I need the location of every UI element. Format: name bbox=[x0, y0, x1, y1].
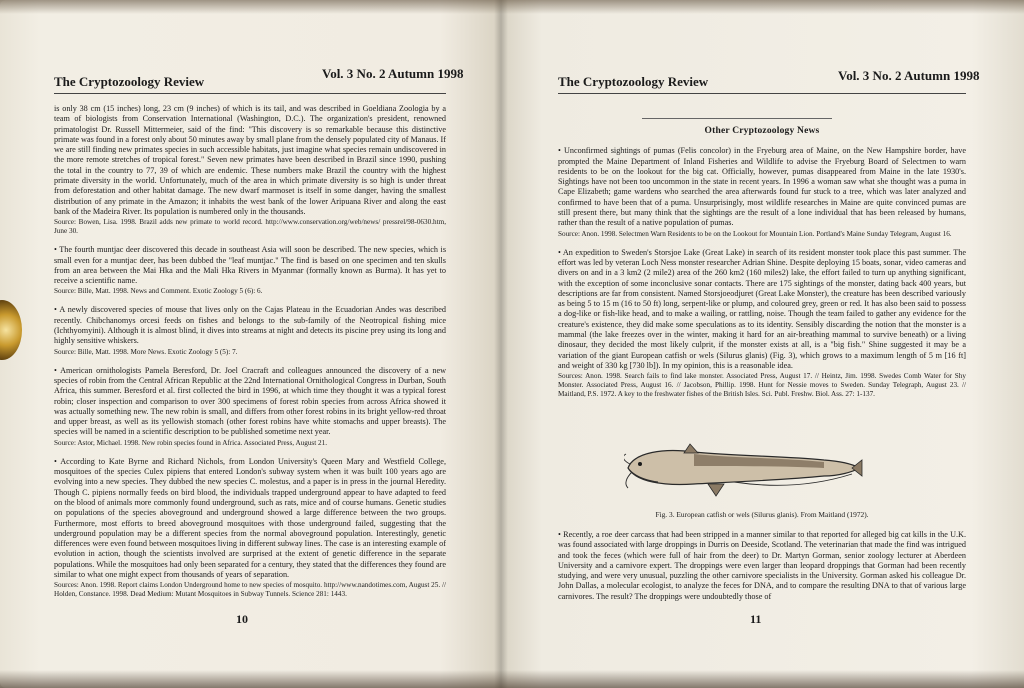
right-page bbox=[500, 0, 1024, 688]
left-paragraph-4: • American ornithologists Pamela Beresford, Dr. Joel Cracraft and colleagues announced the discovery of a new species of robin from the Central African Republic at the 22nd International Ornithological Congress in Durban, South Africa, this summer. Beresford et al. first collected the bird in 1996, at which time they thought it was a typical forest robin; closer inspection and comparison to over 300 specimens of forest robin species from across Africa showed it was actually something new. The new robin is small, and differs from other forest robins in its bright yellow-red throat and upper breast, as well as its yellowish stomach (other forest robins have white stomachs and upper breasts). The species will be named in a scientific description to be published sometime next year. Source: Astor, Michael. 1998. New robin species found in Africa. Associated Press, August 21. bbox=[54, 365, 446, 447]
left-paragraph-2: • The fourth muntjac deer discovered this decade in southeast Asia will soon be described. The new species, which is small even for a muntjac deer, has been dubbed the "leaf muntjac." The find is based on one specimen and ten skulls from an area between the Mai Hka and the Mali Hka Rivers in Myanmar (formally known as Burma). It has yet to receive a scientific name. Source: Bille, Matt. 1998. News and Comment. Exotic Zoology 5 (6): 6. bbox=[54, 245, 446, 296]
left-content bbox=[54, 104, 446, 608]
spine-gutter bbox=[494, 0, 508, 688]
left-issue: Vol. 3 No. 2 Autumn 1998 bbox=[322, 66, 464, 81]
right-paragraph-3: • Recently, a roe deer carcass that had been stripped in a manner similar to that reported for alleged big cat kills in the U.K. was found associated with large droppings in Durris on Deeside, Scotland. The veterinarian that made the find was intrigued and took the feces (which were full of hair from the deer) to Dr. Martyn Gorman, senior zoology lecturer at Aberdeen University and a carnivore expert. The droppings were even larger than leopard droppings that Gorman had been recently studying, and were very unusual, puzzling the other carnivore specialists in the University. Gorman asked his colleague Dr. John Dallas, a molecular ecologist, to analyze the feces for DNA, and to compare the resulting DNA to that of various large carnivores. The result? The droppings were undoubtedly those of bbox=[558, 530, 966, 601]
bottom-edge-shadow bbox=[0, 670, 1024, 688]
left-page-number: 10 bbox=[236, 612, 248, 626]
right-paragraph-2: • An expedition to Sweden's Storsjoe Lake (Great Lake) in search of its resident monster took place this past summer. The effort was led by veteran Loch Ness monster researcher Adrian Shine. Despite deploying 15 boats, sonar, video cameras and divers on and in a 3 km2 (2 mile2) area of the 260 km2 (160 miles2) lake, the effort failed to turn up anything significant, with the exception of some inconclusive sonar contacts. There are 175 sightings of the monster, dating back 400 years, but descriptions are far from consistent. Named Storsjoeodjuret (Great Lake Monster), the creature has been described variously as being 5 to 15 m (16 to 50 ft) long, serpent-like or plump, and coloured grey, green or red. It has also been said to possess a dog-like or fish-like head, and to make a wailing, or rattling, noise. Though the team failed to gather any evidence for the creature's existence, they did make some speculations as to its identity. Sensibly discarding the notion that the monster is a mammal (the lake freezes over in the winter, making it hard for an air-breathing mammal to survive beneath) or a living dinosaur, they decided the most likely culprit, if the monster exists at all, is a "big fish." Shine suggested it may be a variation of the giant European catfish or wels (Silurus glanis) (Fig. 3), which grows to a maximum length of 5 m [16 ft] and weight of 330 kg [730 lb]). In my opinion, this is a reasonable idea. Sources: Anon. 1998. Search fails to find lake monster. Associated Press, August 17. // Heintz, Jim. 1998. Swedes Comb Water for Shy Monster. Associated Press, August 16. // Jacobson, Phillip. 1998. Hunt for Nessie moves to Sweden. Sunday Telegraph, August 23. // Maitland, P.S. 1972. A key to the freshwater fishes of the British Isles. Sci. Publ. Freshw. Biol. Ass. 27: 1-137. bbox=[558, 247, 966, 399]
left-header-rule bbox=[54, 93, 446, 94]
section-title: Other Cryptozoology News bbox=[704, 126, 820, 136]
right-content-top bbox=[558, 126, 966, 408]
right-journal-title: The Cryptozoology Review bbox=[558, 74, 709, 89]
top-edge-shadow bbox=[0, 0, 1024, 14]
right-header-rule bbox=[558, 93, 966, 94]
figure-caption: Fig. 3. European catfish or wels (Silurus glanis). From Maitland (1972). bbox=[655, 510, 869, 519]
left-paragraph-1: is only 38 cm (15 inches) long, 23 cm (9 inches) of which is its tail, and was described in Goeldiana Zoologia by a team of biologists from Conservation International (Washington, D.C.). The organization's president, renowned primatologist Dr. Russell Mittermeier, said of the find: "This discovery is so remarkable because this distinctive primate was found in a forest only about 50 minutes away by small plane from the densely populated city of Manaus. If we are still finding new primates species in such accessible habitats, just imagine what species remain undiscovered in the more remote stretches of tropical forest." Seven new primates have been described in Brazil since 1990, pushing the total in the country to 77, 39 of which are endemic. These numbers make Brazil the country with the highest primate diversity in the world. Unfortunately, much of the area in which primate diversity is so high is under threat from deforestation and other habitat damage. The new dwarf marmoset is itself in some danger, having the smallest distribution of any primate in the Amazon; it inhabits the west bank of the lower Aripuana River and along the east bank of the Madeira River. Its population is numbered only in the thousands. Source: Bowen, Lisa. 1998. Brazil adds new primate to world record. http://www.conservation.org/web/news/ pressrel/98-0630.htm, June 30. bbox=[54, 104, 446, 236]
left-paragraph-5: • According to Kate Byrne and Richard Nichols, from London University's Queen Mary and Westfield College, mosquitoes of the species Culex pipiens that entered London's subway system when it was built 100 years ago are evolving into a new species. They dubbed the new species C. molestus, and a paper is in press in the journal Heredity. Though C. pipiens normally feeds on bird blood, the individuals trapped underground appear to have adapted to feed on the blood of animals more commonly found underground, such as rats, mice and of course humans. Genetic studies on populations of the species aboveground and underground showed a large difference between the two groups. Furthermore, most efforts to breed aboveground mosquitoes with those underground failed, suggesting that the underground population may be a different species from the normal aboveground population. Interestingly, genetic differences were even found between mosquitoes living in different subway lines. The case is an interesting example of evolution in action, though the scientists involved are surprised at the extent of genetic difference in the separate populations. While the mosquitoes had only been separated for a century, they stated that the differences they found are similar to what one might expect from thousands of years of separation. Sources: Anon. 1998. Report claims London Underground home to new species of mosquito. http://www.nandotimes.com, August 25. // Holden, Constance. 1998. Dead Medium: Mutant Mosquitoes in Subway Tunnels. Science 281: 1443. bbox=[54, 456, 446, 599]
right-page-number: 11 bbox=[750, 612, 762, 626]
binder-hole bbox=[0, 300, 22, 360]
section-separator-rule bbox=[642, 118, 832, 119]
right-issue: Vol. 3 No. 2 Autumn 1998 bbox=[838, 68, 980, 83]
left-paragraph-3: • A newly discovered species of mouse that lives only on the Cajas Plateau in the Ecuadorian Andes was described recently. Chibchanomys orcesi feeds on fishes and belongs to the sub-family of the Neotropical fishing mice (Ichthyomyini). Although it is almost blind, it dives into streams at night and detects its piscine prey using its long and highly sensitive whiskers. Source: Bille, Matt. 1998. More News. Exotic Zoology 5 (5): 7. bbox=[54, 305, 446, 356]
left-page bbox=[0, 0, 500, 688]
left-journal-title: The Cryptozoology Review bbox=[54, 74, 205, 89]
right-paragraph-1: • Unconfirmed sightings of pumas (Felis concolor) in the Fryeburg area of Maine, on the New Hampshire border, have prompted the Maine Department of Inland Fisheries and Wildlife to advise the Fryeburg Board of Selectmen to warn residents to be on the lookout for the big cat. Officially, however, pumas disappeared from Maine in the late 1930's. Sightings have not been too uncommon in the state in recent years. In 1996 a woman saw what she thought was a puma in Cape Elizabeth; game wardens who searched the area afterwards found fur stuck to a tree, which was later analyzed and confirmed to have been that of a puma. Unsurprisingly, most wildlife researches in Maine are quite convinced pumas are still present there, but many think that the sightings are the result of a lone individual that has been released by humans, rather than the result of a native population of pumas. Source: Anon. 1998. Selectmen Warn Residents to be on the Lookout for Mountain Lion. Portland's Maine Sunday Telegram, August 16. bbox=[558, 146, 966, 238]
catfish-figure bbox=[624, 438, 864, 500]
right-content-bottom bbox=[558, 530, 966, 611]
